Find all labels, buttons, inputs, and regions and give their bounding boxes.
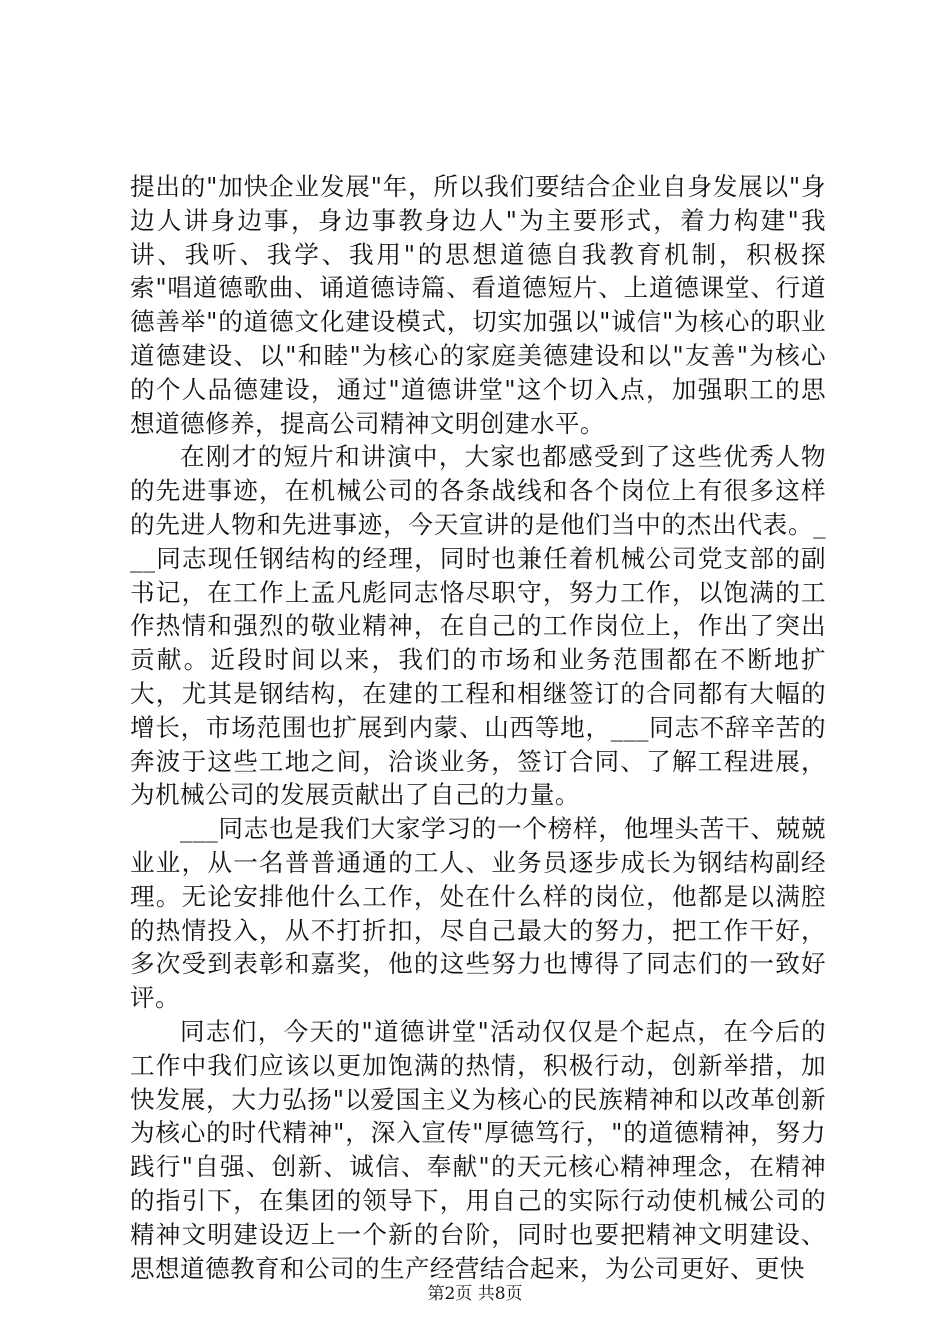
paragraph-2: 在刚才的短片和讲演中，大家也都感受到了这些优秀人物的先进事迹，在机械公司的各条战线和各个岗位上有很多这样的先进人物和先进事迹，今天宣讲的是他们当中的杰出代表。___同志现任钢结构的经理，同时也兼任着机械公司党支部的副书记，在工作上孟凡彪同志恪尽职守，努力工作，以饱满的工作热情和强烈的敬业精神，在自己的工作岗位上，作出了突出贡献。近段时间以来，我们的市场和业务范围都在不断地扩大，尤其是钢结构，在建的工程和相继签订的合同都有大幅的增长，市场范围也扩展到内蒙、山西等地，___同志不辞辛苦的奔波于这些工地之间，洽谈业务，签订合同、了解工程进展，为机械公司的发展贡献出了自己的力量。 bbox=[130, 442, 826, 810]
paragraph-4: 同志们，今天的"道德讲堂"活动仅仅是个起点，在今后的工作中我们应该以更加饱满的热情，积极行动，创新举措，加快发展，大力弘扬"以爱国主义为核心的民族精神和以改革创新为核心的时代精神"，深入宣传"厚德笃行，"的道德精神，努力践行"自强、创新、诚信、奉献"的天元核心精神理念，在精神的指引下，在集团的领导下，用自己的实际行动使机械公司的精神文明建设迈上一个新的台阶，同时也要把精神文明建设、思想道德教育和公司的生产经营结合起来，为公司更好、更快 bbox=[130, 1016, 826, 1283]
page-footer: 第2页 共8页 bbox=[427, 1284, 523, 1304]
paragraph-3: ___同志也是我们大家学习的一个榜样，他埋头苦干、兢兢业业，从一名普普通通的工人、业务员逐步成长为钢结构副经理。无论安排他什么工作，处在什么样的岗位，他都是以满腔的热情投入，从不打折扣，尽自己最大的努力，把工作干好，多次受到表彰和嘉奖，他的这些努力也博得了同志们的一致好评。 bbox=[130, 814, 826, 1013]
paragraph-1: 提出的"加快企业发展"年，所以我们要结合企业自身发展以"身边人讲身边事，身边事教身边人"为主要形式，着力构建"我讲、我听、我学、我用"的思想道德自我教育机制，积极探索"唱道德歌曲、诵道德诗篇、看道德短片、上道德课堂、行道德善举"的道德文化建设模式，切实加强以"诚信"为核心的职业道德建设、以"和睦"为核心的家庭美德建设和以"友善"为核心的个人品德建设，通过"道德讲堂"这个切入点，加强职工的思想道德修养，提高公司精神文明创建水平。 bbox=[130, 172, 826, 438]
document-body bbox=[130, 170, 826, 1285]
